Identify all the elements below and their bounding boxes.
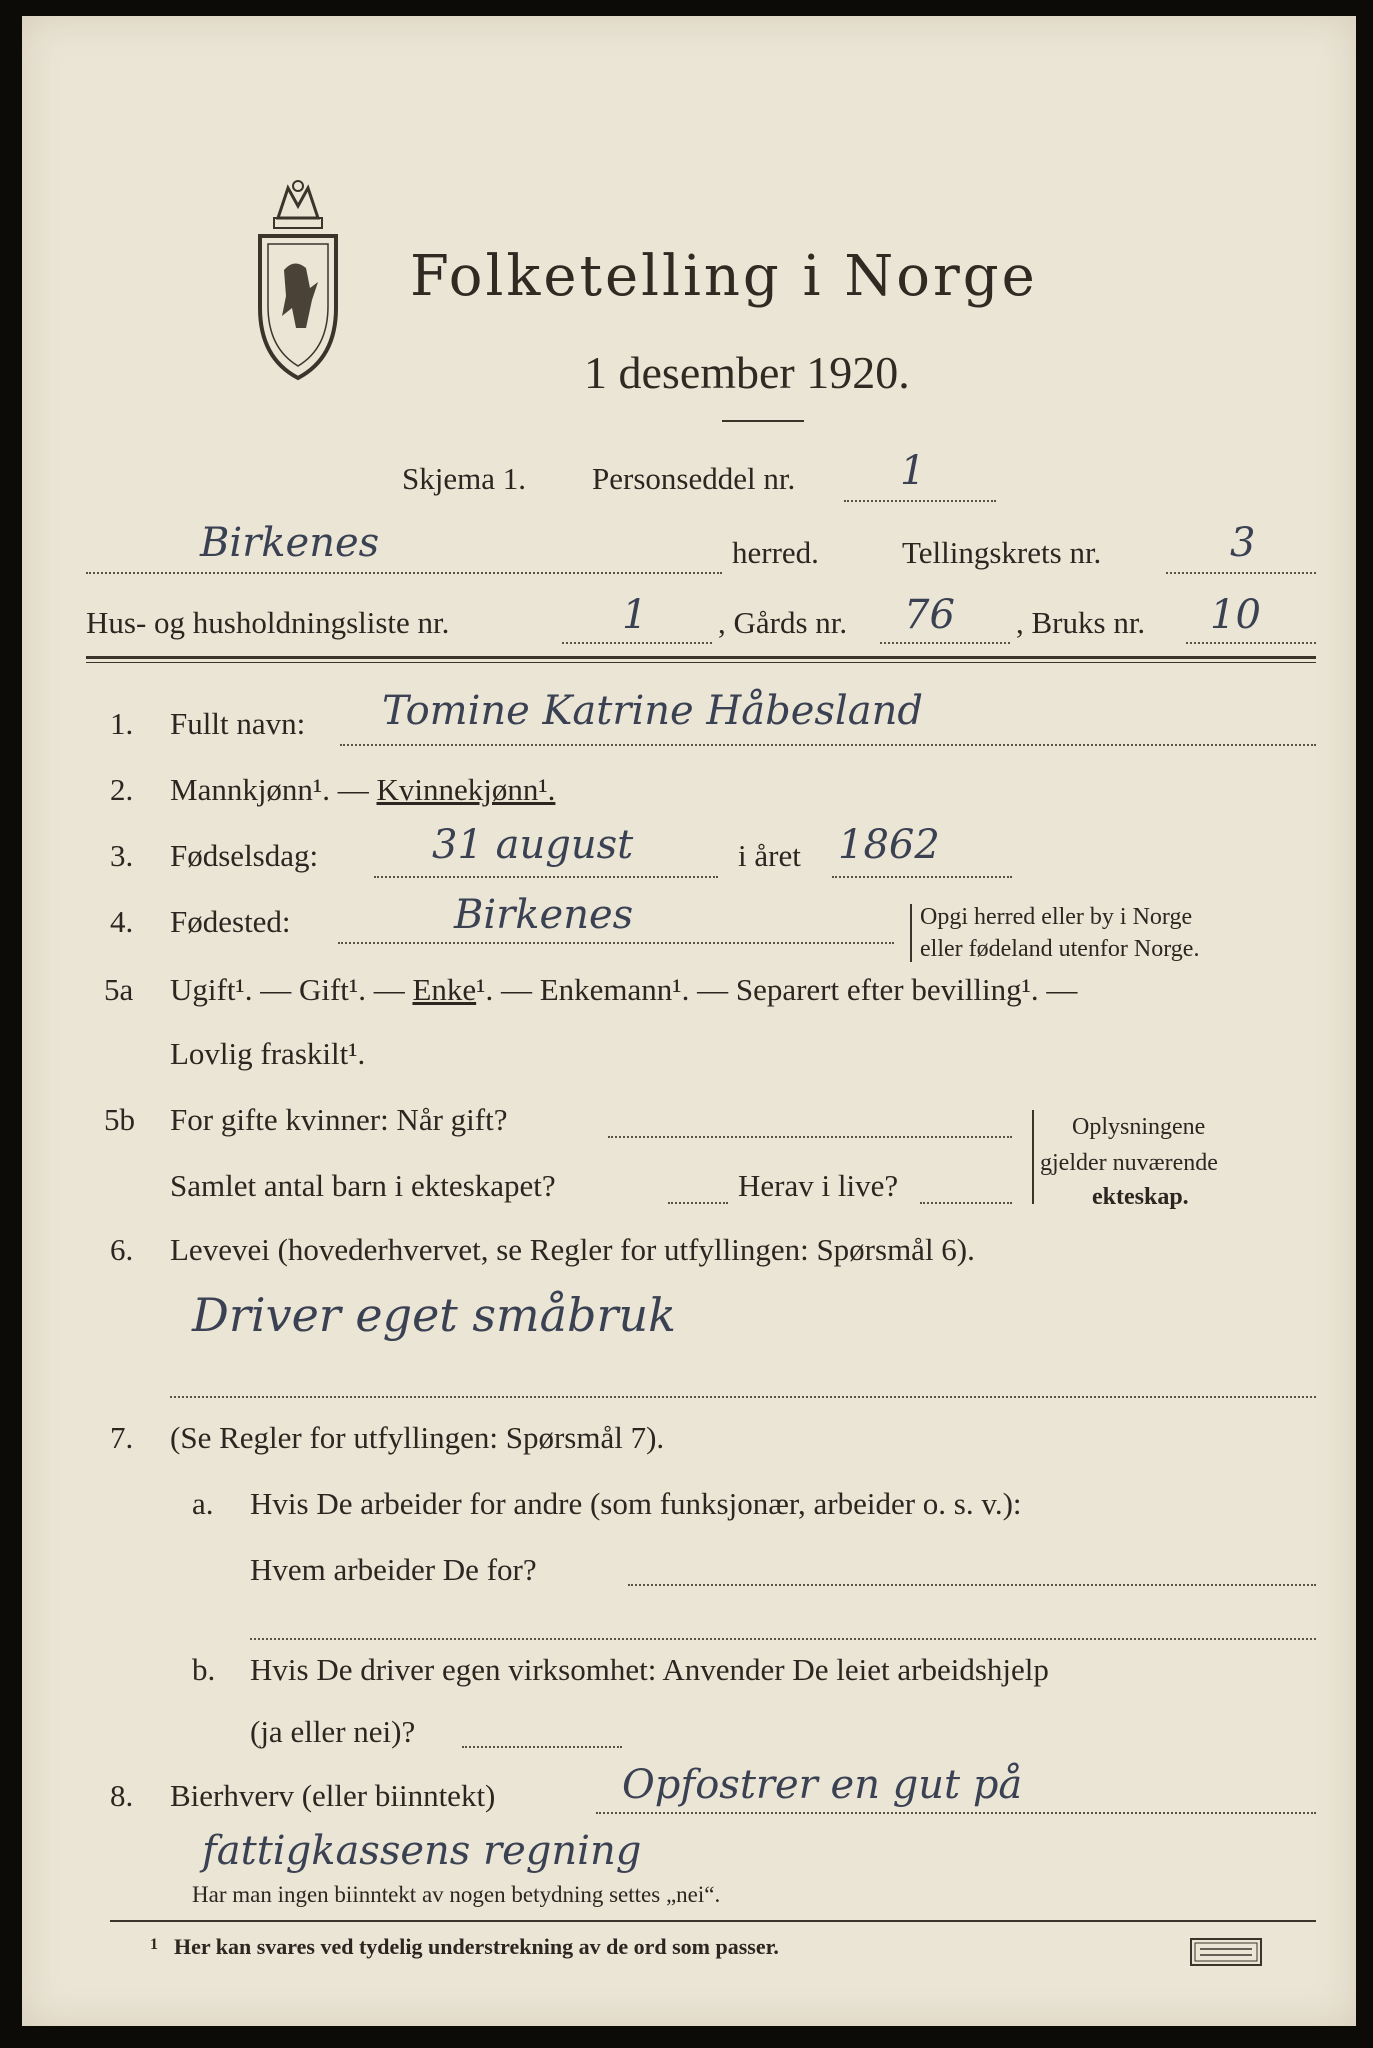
employer-line [628, 1584, 1316, 1586]
q7b-line1: Hvis De driver egen virksomhet: Anvender De leiet arbeidshjelp [250, 1652, 1049, 1687]
marriage-note-line2: gjelder nuværende [1040, 1150, 1218, 1176]
occupation-line-2 [170, 1396, 1316, 1398]
tellingskrets-value[interactable]: 3 [1230, 520, 1256, 566]
tellingskrets-label: Tellingskrets nr. [902, 535, 1102, 570]
children-label: Samlet antal barn i ekteskapet? [170, 1168, 556, 1203]
q5a-number: 5a [104, 972, 134, 1007]
bruks-line [1186, 642, 1316, 644]
q4-number: 4. [110, 904, 134, 939]
q5b-number: 5b [104, 1102, 135, 1137]
alive-label: Herav i live? [738, 1168, 899, 1203]
herred-label: herred. [732, 535, 819, 570]
hired-help-label: (ja eller nei)? [250, 1714, 416, 1749]
header-separator [86, 656, 1316, 659]
birthdate-line [374, 876, 718, 878]
married-when-line [608, 1136, 1012, 1138]
birthyear-line [832, 876, 1012, 878]
husliste-value[interactable]: 1 [622, 592, 648, 638]
divorced-option[interactable]: Lovlig fraskilt¹. [170, 1036, 366, 1071]
gender-options [170, 772, 555, 808]
personseddel-label: Personseddel nr. [592, 461, 796, 496]
gender-separator: — [329, 772, 377, 807]
birthplace-note-line2: eller fødeland utenfor Norge. [920, 936, 1200, 962]
birthplace-label: Fødested: [170, 904, 291, 939]
bruks-label: , Bruks nr. [1016, 605, 1146, 640]
birthplace-note-line1: Opgi herred eller by i Norge [920, 904, 1193, 930]
footnote-text: Her kan svares ved tydelig understrekning av de ord som passer. [174, 1934, 779, 1959]
q1-number: 1. [110, 706, 134, 741]
form-title: Folketelling i Norge [410, 244, 1038, 309]
printer-stamp-icon [1190, 1938, 1262, 1966]
bruks-value[interactable]: 10 [1210, 592, 1261, 638]
side-income-label: Bierhverv (eller biinntekt) [170, 1778, 496, 1813]
side-income-value-line2[interactable]: fattigkassens regning [202, 1828, 642, 1874]
gards-line [880, 642, 1010, 644]
personseddel-line [844, 500, 996, 502]
title-divider [722, 420, 804, 422]
q2-number: 2. [110, 772, 134, 807]
q7b-number: b. [192, 1652, 216, 1687]
hired-help-line [462, 1746, 622, 1748]
q3-number: 3. [110, 838, 134, 873]
q8-number: 8. [110, 1778, 134, 1813]
employer-label: Hvem arbeider De for? [250, 1552, 537, 1587]
q6-number: 6. [110, 1232, 134, 1267]
gards-value[interactable]: 76 [904, 592, 955, 638]
full-name-label: Fullt navn: [170, 706, 306, 741]
birthdate-value[interactable]: 31 august [432, 822, 634, 868]
side-income-value-line1[interactable]: Opfostrer en gut på [622, 1762, 1023, 1808]
gender-female-option[interactable]: Kvinnekjønn¹. [376, 772, 556, 807]
q7-number: 7. [110, 1420, 134, 1455]
norway-coat-of-arms-icon [248, 178, 348, 388]
marital-status-options [170, 972, 1077, 1008]
alive-line [920, 1202, 1012, 1204]
herred-value[interactable]: Birkenes [200, 520, 380, 566]
side-income-line [596, 1812, 1316, 1814]
birthplace-value[interactable]: Birkenes [454, 892, 634, 938]
full-name-value[interactable]: Tomine Katrine Håbesland [382, 688, 923, 734]
schema-label: Skjema 1. [402, 461, 526, 496]
birthyear-value[interactable]: 1862 [838, 822, 940, 868]
occupation-label: Levevei (hovederhvervet, se Regler for utfyllingen: Spørsmål 6). [170, 1232, 975, 1267]
full-name-line [340, 744, 1316, 746]
q7a-number: a. [192, 1486, 214, 1521]
birthplace-note-brace [910, 904, 912, 962]
marital-widow-option[interactable]: Enke [412, 972, 477, 1007]
birthyear-label: i året [738, 838, 801, 873]
footnote-mark: 1 [150, 1936, 158, 1953]
marriage-note-line1: Oplysningene [1072, 1114, 1206, 1140]
marital-suffix: ¹. — Enkemann¹. — Separert efter bevilling¹. — [476, 972, 1078, 1007]
header-separator-thin [86, 662, 1316, 663]
tellingskrets-line [1166, 572, 1316, 574]
gards-label: , Gårds nr. [718, 605, 848, 640]
side-income-note: Har man ingen biinntekt av nogen betydning settes „nei“. [192, 1882, 721, 1907]
personseddel-value[interactable]: 1 [900, 448, 926, 494]
employer-line-2 [250, 1638, 1316, 1640]
q7-label: (Se Regler for utfyllingen: Spørsmål 7). [170, 1420, 665, 1455]
marital-prefix: Ugift¹. — Gift¹. — [170, 972, 413, 1007]
census-form-page [22, 16, 1356, 2026]
marriage-note-line3: ekteskap. [1092, 1184, 1189, 1210]
census-date: 1 desember 1920. [584, 347, 910, 398]
marriage-note-brace [1032, 1110, 1034, 1204]
gender-male-option[interactable]: Mannkjønn¹. [170, 772, 330, 807]
children-line [668, 1202, 728, 1204]
footer-separator [110, 1920, 1316, 1922]
q7a-line1: Hvis De arbeider for andre (som funksjonær, arbeider o. s. v.): [250, 1486, 1022, 1521]
married-when-label: For gifte kvinner: Når gift? [170, 1102, 508, 1137]
occupation-value[interactable]: Driver eget småbruk [192, 1288, 676, 1342]
husliste-line [562, 642, 712, 644]
birthplace-line [338, 942, 894, 944]
birthdate-label: Fødselsdag: [170, 838, 319, 873]
herred-line [86, 572, 722, 574]
husliste-label: Hus- og husholdningsliste nr. [86, 605, 450, 640]
